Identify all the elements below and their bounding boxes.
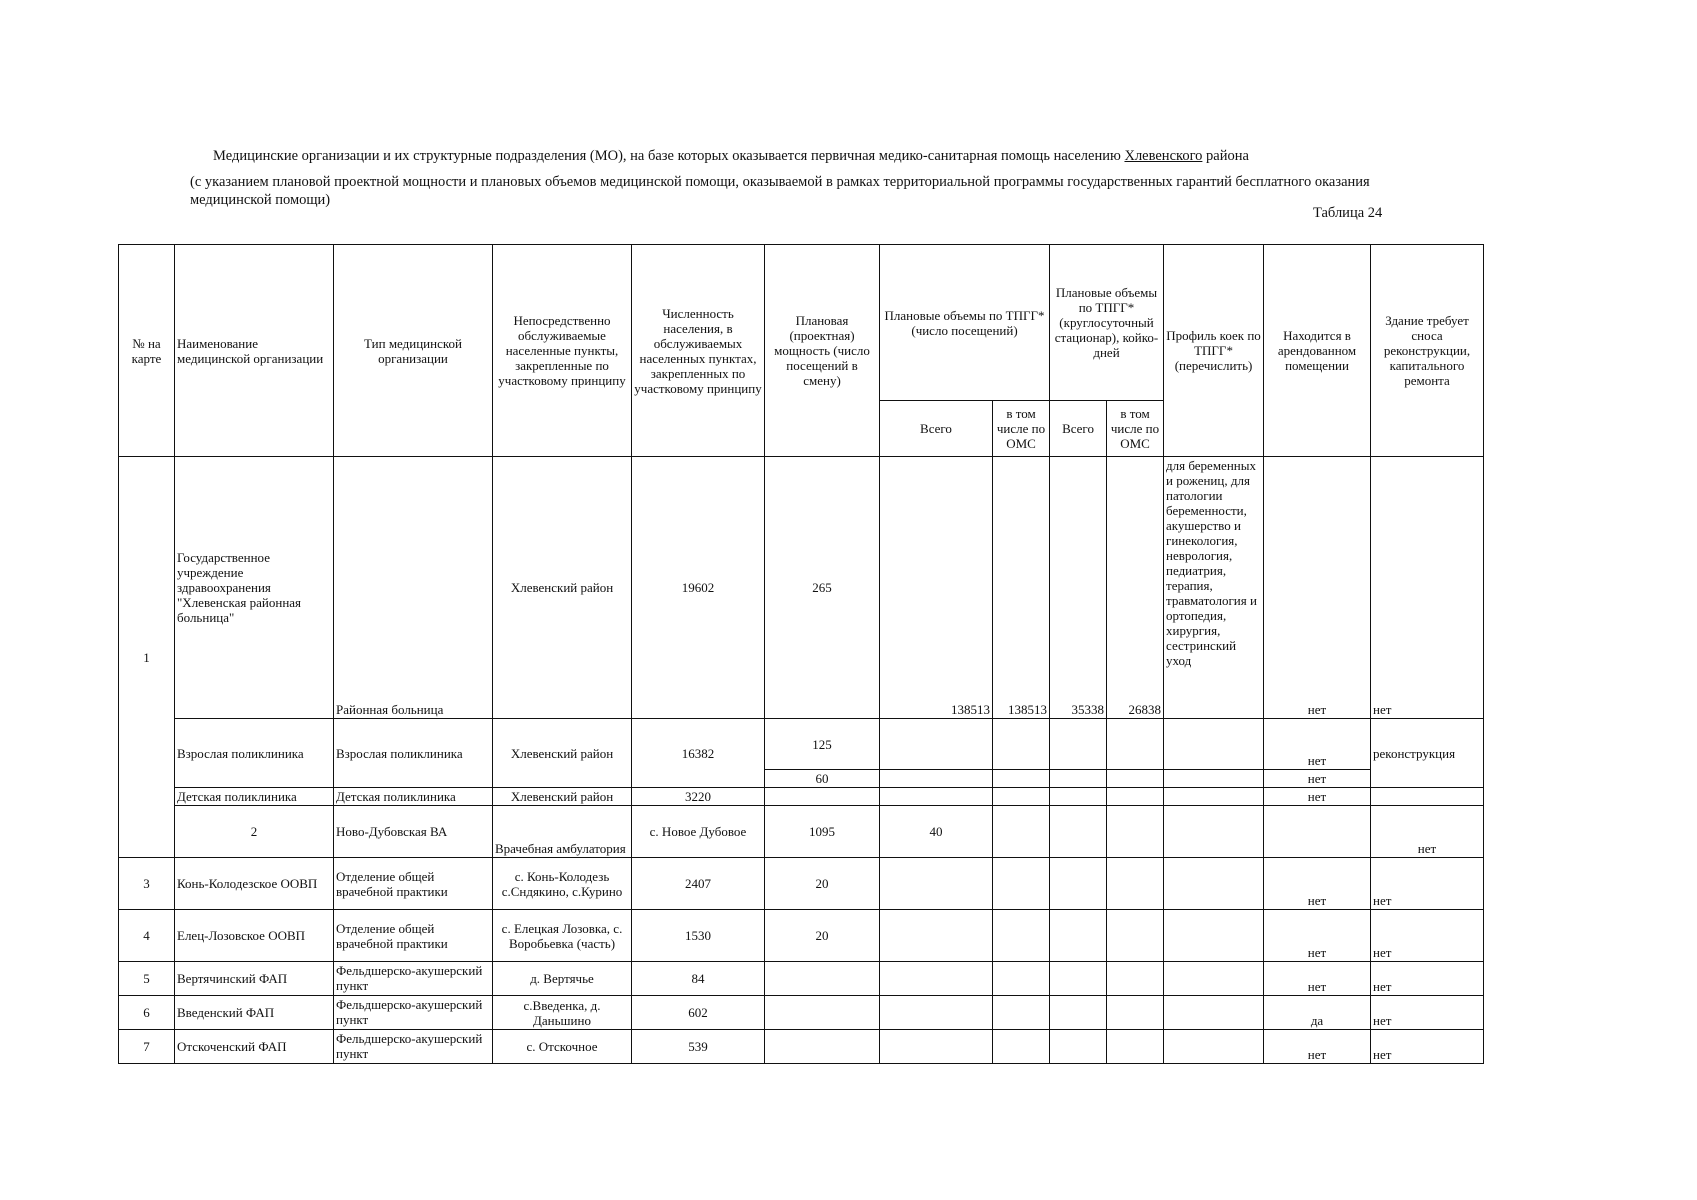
header-beds-oms: в том числе по ОМС: [1107, 401, 1164, 457]
row-num: 6: [119, 996, 175, 1030]
row-num: 3: [119, 858, 175, 910]
medical-organizations-table: [118, 244, 1484, 1064]
empty-cell: [765, 996, 880, 1030]
building-status: нет: [1371, 996, 1484, 1030]
table-row: [119, 806, 1484, 858]
header-building: Здание требует сноса реконструкции, капитального ремонта: [1371, 245, 1484, 457]
empty-cell: [1107, 788, 1164, 806]
org-population: 16382: [632, 719, 765, 788]
org-name: Взрослая поликлиника: [175, 719, 334, 788]
empty-cell: [993, 858, 1050, 910]
empty-cell: [1050, 788, 1107, 806]
header-visits-oms: в том числе по ОМС: [993, 401, 1050, 457]
table-row: [119, 1030, 1484, 1064]
org-settlements: с. Отскочное: [493, 1030, 632, 1064]
header-population: Численность населения, в обслуживаемых населенных пунктах, закрепленных по участковому принципу: [632, 245, 765, 457]
empty-cell: [765, 788, 880, 806]
empty-cell: [880, 719, 993, 770]
building-status: нет: [1371, 910, 1484, 962]
empty-cell: [1050, 1030, 1107, 1064]
building-status: нет: [1371, 858, 1484, 910]
header-name: Наименование медицинской организации: [175, 245, 334, 457]
org-type: Взрослая поликлиника: [334, 719, 493, 788]
empty-cell: [1164, 858, 1264, 910]
rented-status: нет: [1264, 770, 1371, 788]
row-num: 7: [119, 1030, 175, 1064]
empty-cell: [1050, 719, 1107, 770]
empty-cell: [880, 770, 993, 788]
empty-cell: [1050, 910, 1107, 962]
empty-cell: [993, 788, 1050, 806]
empty-cell: [993, 910, 1050, 962]
empty-cell: [1107, 770, 1164, 788]
org-settlements: Хлевенский район: [493, 788, 632, 806]
empty-cell: [880, 962, 993, 996]
empty-cell: [993, 719, 1050, 770]
org-settlements: с. Новое Дубовое: [632, 806, 765, 858]
row-num: 2: [175, 806, 334, 858]
org-name: Ново-Дубовская ВА: [334, 806, 493, 858]
org-name: Конь-Колодезское ООВП: [175, 858, 334, 910]
rented-status: нет: [1264, 788, 1371, 806]
header-visits-total: Всего: [880, 401, 993, 457]
empty-cell: [993, 962, 1050, 996]
org-population: 84: [632, 962, 765, 996]
empty-cell: [880, 1030, 993, 1064]
rented-status: нет: [1264, 1030, 1371, 1064]
org-type: Фельдшерско-акушерский пункт: [334, 1030, 493, 1064]
table-row: [119, 788, 1484, 806]
org-capacity: 125: [765, 719, 880, 770]
empty-cell: [880, 910, 993, 962]
table-row: [119, 996, 1484, 1030]
org-capacity: 60: [765, 770, 880, 788]
org-type: Детская поликлиника: [334, 788, 493, 806]
header-type: Тип медицинской организации: [334, 245, 493, 457]
org-type: Фельдшерско-акушерский пункт: [334, 962, 493, 996]
org-name: Отскоченский ФАП: [175, 1030, 334, 1064]
document-subtitle: (с указанием плановой проектной мощности и плановых объемов медицинской помощи, оказываемой в рамках территориальной программы государственных гарантий бесплатного оказания медицинской помощи): [190, 174, 1370, 208]
org-settlements: Хлевенский район: [493, 457, 632, 719]
org-capacity: 20: [765, 858, 880, 910]
org-type: Фельдшерско-акушерский пункт: [334, 996, 493, 1030]
empty-cell: [1050, 770, 1107, 788]
beds-oms: 26838: [1107, 457, 1164, 719]
empty-cell: [1107, 996, 1164, 1030]
empty-cell: [1164, 806, 1264, 858]
org-population: 1530: [632, 910, 765, 962]
title-text-end: района: [1202, 148, 1249, 164]
org-settlements: с. Елецкая Лозовка, с. Воробьевка (часть): [493, 910, 632, 962]
empty-cell: [1107, 1030, 1164, 1064]
empty-cell: [1264, 806, 1371, 858]
empty-cell: [1107, 719, 1164, 770]
beds-total: 35338: [1050, 457, 1107, 719]
table-row: [119, 719, 1484, 770]
empty-cell: [1164, 962, 1264, 996]
document-title: [213, 148, 1249, 165]
header-visits: Плановые объемы по ТПГГ* (число посещений): [880, 245, 1050, 401]
rented-status: нет: [1264, 719, 1371, 770]
org-type: Врачебная амбулатория: [493, 806, 632, 858]
building-status: нет: [1371, 457, 1484, 719]
empty-cell: [880, 996, 993, 1030]
empty-cell: [1164, 910, 1264, 962]
org-name: Вертячинский ФАП: [175, 962, 334, 996]
empty-cell: [1050, 996, 1107, 1030]
empty-cell: [1107, 858, 1164, 910]
table-row: [119, 962, 1484, 996]
org-type: Отделение общей врачебной практики: [334, 910, 493, 962]
header-beds-total: Всего: [1050, 401, 1107, 457]
empty-cell: [1107, 962, 1164, 996]
empty-cell: [993, 770, 1050, 788]
org-name: Введенский ФАП: [175, 996, 334, 1030]
empty-cell: [765, 1030, 880, 1064]
header-settlements: Непосредственно обслуживаемые населенные пункты, закрепленные по участковому принципу: [493, 245, 632, 457]
org-population: 2407: [632, 858, 765, 910]
empty-cell: [1050, 806, 1107, 858]
table-row: [119, 910, 1484, 962]
empty-cell: [880, 858, 993, 910]
header-rented: Находится в арендованном помещении: [1264, 245, 1371, 457]
org-name: Детская поликлиника: [175, 788, 334, 806]
empty-cell: [880, 788, 993, 806]
building-status: реконструкция: [1371, 719, 1484, 788]
table-number: Таблица 24: [1313, 205, 1383, 221]
row-num: 1: [119, 457, 175, 858]
empty-cell: [765, 962, 880, 996]
empty-cell: [1107, 806, 1164, 858]
org-settlements: с. Конь-Колодезь с.Сндякино, с.Курино: [493, 858, 632, 910]
header-profile: Профиль коек по ТПГГ* (перечислить): [1164, 245, 1264, 457]
rented-status: нет: [1264, 962, 1371, 996]
org-type: Отделение общей врачебной практики: [334, 858, 493, 910]
org-population: 1095: [765, 806, 880, 858]
empty-cell: [1371, 788, 1484, 806]
org-capacity: 265: [765, 457, 880, 719]
empty-cell: [1164, 719, 1264, 770]
row-num: 4: [119, 910, 175, 962]
building-status: нет: [1371, 962, 1484, 996]
org-population: 602: [632, 996, 765, 1030]
org-population: 3220: [632, 788, 765, 806]
empty-cell: [1164, 996, 1264, 1030]
row-num: 5: [119, 962, 175, 996]
rented-status: нет: [1264, 457, 1371, 719]
empty-cell: [1050, 858, 1107, 910]
bed-profile: для беременных и рожениц, для патологии беременности, акушерство и гинекология, неврология, педиатрия, терапия, травматология и ортопедия, хирургия, сестринский уход: [1164, 457, 1264, 719]
rented-status: нет: [1371, 806, 1484, 858]
title-district: Хлевенского: [1124, 148, 1203, 164]
empty-cell: [993, 996, 1050, 1030]
empty-cell: [1050, 962, 1107, 996]
header-num: № на карте: [119, 245, 175, 457]
header-row: [119, 245, 1484, 401]
org-settlements: с.Введенка, д. Даньшино: [493, 996, 632, 1030]
visits-total: 138513: [880, 457, 993, 719]
visits-oms: 138513: [993, 457, 1050, 719]
empty-cell: [993, 1030, 1050, 1064]
rented-status: нет: [1264, 858, 1371, 910]
org-capacity: 40: [880, 806, 993, 858]
empty-cell: [993, 806, 1050, 858]
title-text: Медицинские организации и их структурные подразделения (МО), на базе которых оказывается первичная медико-санитарная помощь населению: [213, 148, 1125, 164]
empty-cell: [1164, 788, 1264, 806]
org-type: Районная больница: [334, 457, 493, 719]
building-status: нет: [1371, 1030, 1484, 1064]
org-name: Елец-Лозовское ООВП: [175, 910, 334, 962]
org-population: 539: [632, 1030, 765, 1064]
rented-status: да: [1264, 996, 1371, 1030]
header-capacity: Плановая (проектная) мощность (число посещений в смену): [765, 245, 880, 457]
org-population: 19602: [632, 457, 765, 719]
empty-cell: [1164, 770, 1264, 788]
empty-cell: [1107, 910, 1164, 962]
rented-status: нет: [1264, 910, 1371, 962]
org-name: Государственное учреждение здравоохранения "Хлевенская районная больница": [175, 457, 334, 719]
table-row: [119, 457, 1484, 719]
header-beds: Плановые объемы по ТПГГ* (круглосуточный стационар), койко-дней: [1050, 245, 1164, 401]
table-row: [119, 858, 1484, 910]
org-settlements: д. Вертячье: [493, 962, 632, 996]
empty-cell: [1164, 1030, 1264, 1064]
org-capacity: 20: [765, 910, 880, 962]
org-settlements: Хлевенский район: [493, 719, 632, 788]
